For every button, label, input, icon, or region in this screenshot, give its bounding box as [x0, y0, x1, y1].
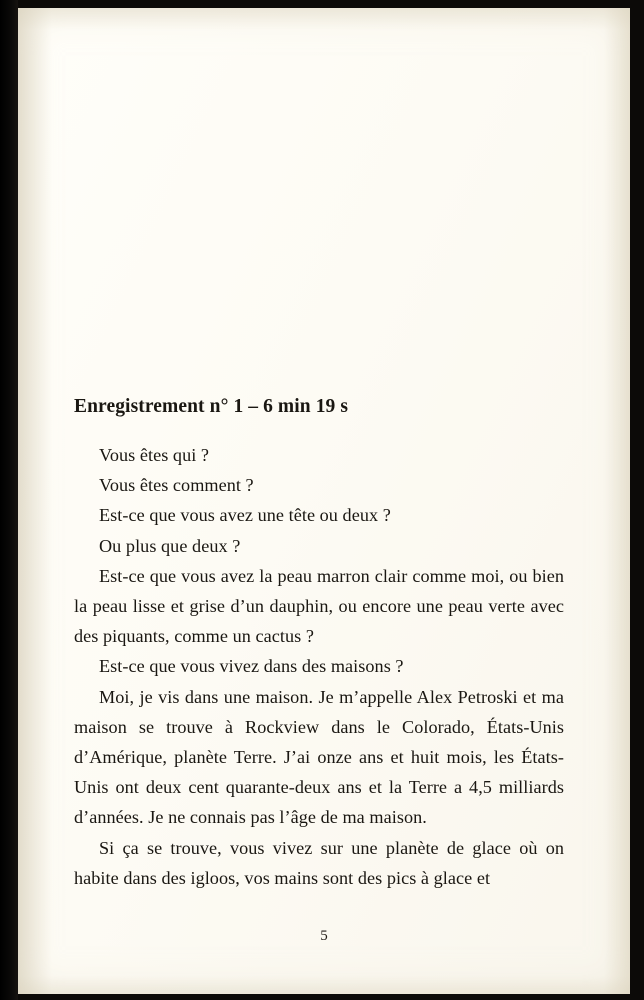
paper-edge-shading-bottom	[18, 976, 630, 994]
paragraph: Vous êtes comment ?	[99, 475, 254, 496]
paper-edge-shading-left	[18, 8, 52, 994]
paragraph: Vous êtes qui ?	[99, 445, 210, 465]
paper-edge-shading-top	[18, 8, 630, 30]
section-heading: Enregistrement n° 1 – 6 min 19 s	[74, 396, 349, 417]
paragraph: Ou plus que deux ?	[99, 535, 241, 556]
paragraph: Moi, je vis dans une maison. Je m’appelle Alex Petroski et ma maison se trouve à Rockview dans le Colorado, États-Unis d’Amérique, planète Terre. J’ai onze ans et huit mois, les États-Unis ont deux cent quarante-deux ans et la Terre a 4,5 milliards d’années. Je ne connais pas l’âge de ma maison.	[74, 686, 564, 828]
paragraph: Est-ce que vous avez une tête ou deux ?	[99, 505, 391, 526]
paragraph: Est-ce que vous avez la peau marron clair comme moi, ou bien la peau lisse et grise d’un dauphin, ou encore une peau verte avec des piquants, comme un cactus ?	[74, 565, 564, 647]
book-gutter-shadow	[0, 0, 18, 1000]
page-text-block	[74, 396, 564, 893]
page-number: 5	[320, 928, 328, 944]
page-paper	[18, 8, 630, 994]
paragraph: Est-ce que vous vivez dans des maisons ?	[99, 656, 404, 677]
paper-edge-shading-right	[604, 8, 630, 994]
paragraph: Si ça se trouve, vous vivez sur une planète de glace où on habite dans des igloos, vos mains sont des pics à glace et	[74, 837, 564, 888]
